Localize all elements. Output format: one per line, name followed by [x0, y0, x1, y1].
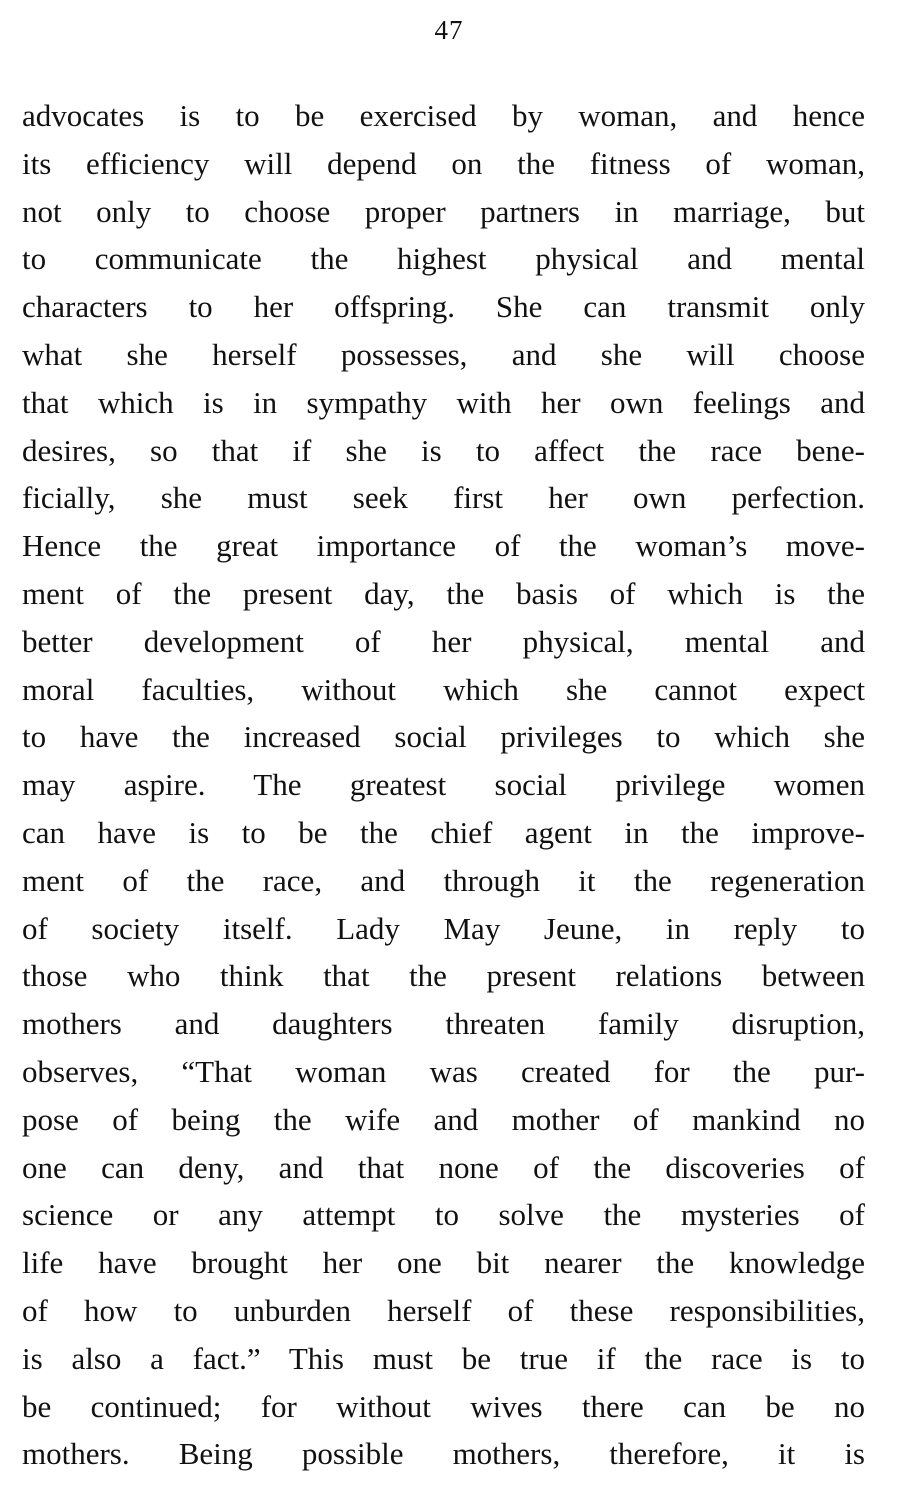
text-line: characters to her offspring. She can transmit only	[22, 289, 865, 325]
text-line: Hence the great importance of the woman’s move-	[22, 528, 865, 564]
text-line: advocates is to be exercised by woman, and hence	[22, 98, 865, 133]
text-line: is also a fact.” This must be true if the race is to	[22, 1340, 865, 1376]
text-line: science or any attempt to solve the mysteries of	[22, 1197, 865, 1233]
body-text	[22, 92, 865, 1478]
text-line: ment of the present day, the basis of which is the	[22, 575, 865, 611]
text-line: its efficiency will depend on the fitness of woman,	[22, 145, 865, 181]
text-line: can have is to be the chief agent in the improve-	[22, 814, 865, 850]
text-line: observes, “That woman was created for the pur-	[22, 1053, 865, 1089]
text-line: of how to unburden herself of these responsibilities,	[22, 1292, 865, 1328]
text-line: to have the increased social privileges to which she	[22, 719, 865, 755]
text-line: those who think that the present relations between	[22, 958, 865, 994]
page-number: 47	[434, 15, 464, 45]
text-line: that which is in sympathy with her own feelings and	[22, 384, 865, 420]
text-line: what she herself possesses, and she will choose	[22, 336, 865, 372]
text-line: ment of the race, and through it the regeneration	[22, 862, 865, 898]
text-line: of society itself. Lady May Jeune, in reply to	[22, 910, 865, 946]
text-line: better development of her physical, mental and	[22, 623, 865, 659]
text-line: mothers and daughters threaten family disruption,	[22, 1006, 865, 1042]
text-line: desires, so that if she is to affect the race bene-	[22, 432, 865, 468]
text-line: may aspire. The greatest social privilege women	[22, 767, 865, 803]
text-line: to communicate the highest physical and mental	[22, 241, 865, 277]
text-line: ficially, she must seek first her own perfection.	[22, 480, 865, 516]
text-line: be continued; for without wives there can be no	[22, 1388, 865, 1424]
text-line: not only to choose proper partners in marriage, but	[22, 193, 865, 229]
text-line: pose of being the wife and mother of mankind no	[22, 1101, 865, 1137]
text-line: moral faculties, without which she cannot expect	[22, 671, 865, 707]
text-line: life have brought her one bit nearer the knowledge	[22, 1245, 865, 1281]
text-line: mothers. Being possible mothers, therefore, it is	[22, 1436, 865, 1472]
text-line: one can deny, and that none of the discoveries of	[22, 1149, 865, 1185]
